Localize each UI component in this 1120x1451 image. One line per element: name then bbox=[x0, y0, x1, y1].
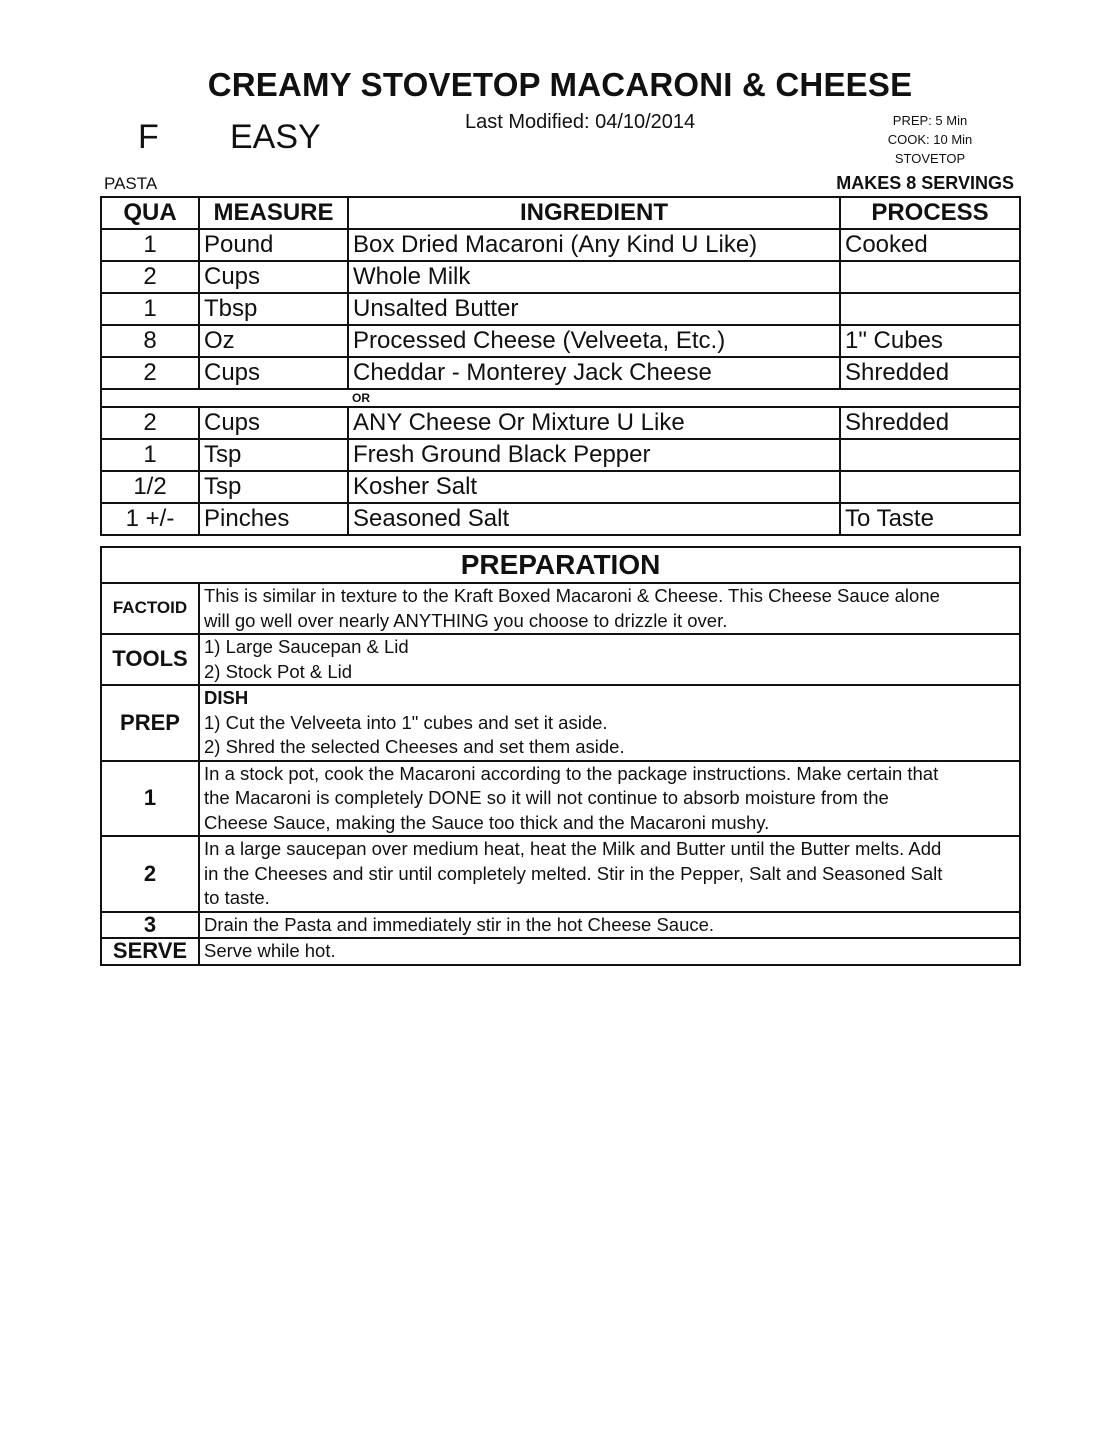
table-row bbox=[101, 503, 1020, 535]
ingredient-measure: Cups bbox=[199, 261, 348, 293]
prep-label: PREP bbox=[101, 685, 199, 761]
ingredient-qty: 2 bbox=[101, 261, 199, 293]
prep-line: 2) Shred the selected Cheeses and set them aside. bbox=[204, 736, 625, 757]
serve-row bbox=[101, 938, 1020, 965]
step-line: the Macaroni is completely DONE so it will not continue to absorb moisture from the bbox=[204, 787, 889, 808]
ingredient-process: 1" Cubes bbox=[840, 325, 1020, 357]
ingredient-process: Shredded bbox=[840, 357, 1020, 389]
ingredient-measure: Cups bbox=[199, 357, 348, 389]
step-line: to taste. bbox=[204, 887, 270, 908]
or-separator-row bbox=[101, 389, 1020, 407]
ingredients-table bbox=[100, 196, 1021, 536]
ingredient-qty: 1/2 bbox=[101, 471, 199, 503]
serve-text bbox=[199, 938, 1020, 965]
recipe-difficulty: EASY bbox=[230, 118, 321, 156]
table-row bbox=[101, 229, 1020, 261]
ingredient-qty: 1 bbox=[101, 293, 199, 325]
preparation-table bbox=[100, 546, 1021, 966]
ingredient-qty: 2 bbox=[101, 407, 199, 439]
ingredient-name: Processed Cheese (Velveeta, Etc.) bbox=[348, 325, 840, 357]
factoid-row bbox=[101, 583, 1020, 634]
ingredients-header-row bbox=[101, 197, 1020, 229]
step-number: 1 bbox=[101, 761, 199, 837]
ingredient-name: Kosher Salt bbox=[348, 471, 840, 503]
tools-label: TOOLS bbox=[101, 634, 199, 685]
step-row bbox=[101, 836, 1020, 912]
ingredient-measure: Pinches bbox=[199, 503, 348, 535]
table-row bbox=[101, 471, 1020, 503]
header-qty: QUA bbox=[101, 197, 199, 229]
tools-line: 2) Stock Pot & Lid bbox=[204, 660, 353, 682]
step-number: 2 bbox=[101, 836, 199, 912]
ingredient-name: Unsalted Butter bbox=[348, 293, 840, 325]
last-modified-date: Last Modified: 04/10/2014 bbox=[465, 111, 696, 133]
ingredient-qty: 8 bbox=[101, 325, 199, 357]
ingredient-measure: Oz bbox=[199, 325, 348, 357]
table-row bbox=[101, 439, 1020, 471]
ingredient-process: To Taste bbox=[840, 503, 1020, 535]
ingredient-process bbox=[840, 261, 1020, 293]
ingredient-name: Cheddar - Monterey Jack Cheese bbox=[348, 357, 840, 389]
ingredient-qty: 1 bbox=[101, 229, 199, 261]
time-info bbox=[870, 111, 990, 168]
step-line: in the Cheeses and stir until completely melted. Stir in the Pepper, Salt and Seasoned Salt bbox=[204, 862, 943, 884]
ingredient-qty: 1 +/- bbox=[101, 503, 199, 535]
serve-line: Serve while hot. bbox=[204, 940, 336, 961]
cook-method: STOVETOP bbox=[894, 151, 966, 166]
step-row bbox=[101, 761, 1020, 837]
recipe-title: CREAMY STOVETOP MACARONI & CHEESE bbox=[207, 66, 913, 103]
cook-time: COOK: 10 Min bbox=[887, 132, 973, 147]
tools-text bbox=[199, 634, 1020, 685]
factoid-line: will go well over nearly ANYTHING you choose to drizzle it over. bbox=[204, 609, 728, 631]
servings-count: MAKES 8 SERVINGS bbox=[836, 173, 1014, 193]
ingredient-process bbox=[840, 471, 1020, 503]
ingredient-qty: 2 bbox=[101, 357, 199, 389]
ingredient-process: Shredded bbox=[840, 407, 1020, 439]
step-text bbox=[199, 761, 1020, 837]
step-line: Drain the Pasta and immediately stir in the hot Cheese Sauce. bbox=[204, 913, 715, 935]
prep-time: PREP: 5 Min bbox=[892, 113, 968, 128]
ingredient-name: Fresh Ground Black Pepper bbox=[348, 439, 840, 471]
step-text bbox=[199, 836, 1020, 912]
factoid-label: FACTOID bbox=[101, 583, 199, 634]
prep-subheading: DISH bbox=[204, 687, 249, 708]
tools-row bbox=[101, 634, 1020, 685]
header-process: PROCESS bbox=[840, 197, 1020, 229]
table-row bbox=[101, 407, 1020, 439]
preparation-header-row bbox=[101, 547, 1020, 583]
table-row bbox=[101, 357, 1020, 389]
ingredient-measure: Cups bbox=[199, 407, 348, 439]
ingredient-process: Cooked bbox=[840, 229, 1020, 261]
header-ingredient: INGREDIENT bbox=[348, 197, 840, 229]
ingredient-measure: Tsp bbox=[199, 471, 348, 503]
table-row bbox=[101, 261, 1020, 293]
step-line: Cheese Sauce, making the Sauce too thick and the Macaroni mushy. bbox=[204, 811, 770, 833]
ingredient-name: Box Dried Macaroni (Any Kind U Like) bbox=[348, 229, 840, 261]
ingredient-name: ANY Cheese Or Mixture U Like bbox=[348, 407, 840, 439]
tools-line: 1) Large Saucepan & Lid bbox=[204, 636, 409, 657]
ingredient-measure: Pound bbox=[199, 229, 348, 261]
ingredient-measure: Tbsp bbox=[199, 293, 348, 325]
prep-row bbox=[101, 685, 1020, 761]
step-row bbox=[101, 912, 1020, 939]
ingredient-process bbox=[840, 439, 1020, 471]
ingredient-measure: Tsp bbox=[199, 439, 348, 471]
table-row bbox=[101, 325, 1020, 357]
step-text bbox=[199, 912, 1020, 939]
ingredient-process bbox=[840, 293, 1020, 325]
step-number: 3 bbox=[101, 912, 199, 939]
step-line: In a large saucepan over medium heat, heat the Milk and Butter until the Butter melts. Add bbox=[204, 838, 942, 859]
ingredient-name: Whole Milk bbox=[348, 261, 840, 293]
header-measure: MEASURE bbox=[199, 197, 348, 229]
factoid-line: This is similar in texture to the Kraft Boxed Macaroni & Cheese. This Cheese Sauce alone bbox=[204, 585, 940, 606]
recipe-category: PASTA bbox=[104, 174, 158, 193]
table-row bbox=[101, 293, 1020, 325]
ingredient-qty: 1 bbox=[101, 439, 199, 471]
step-line: In a stock pot, cook the Macaroni according to the package instructions. Make certain that bbox=[204, 762, 939, 784]
prep-line: 1) Cut the Velveeta into 1" cubes and set it aside. bbox=[204, 711, 608, 733]
recipe-grade: F bbox=[138, 118, 159, 156]
ingredient-name: Seasoned Salt bbox=[348, 503, 840, 535]
or-spacer bbox=[101, 389, 348, 407]
or-label: OR bbox=[348, 389, 1020, 407]
serve-label: SERVE bbox=[101, 938, 199, 965]
prep-text bbox=[199, 685, 1020, 761]
preparation-heading: PREPARATION bbox=[101, 547, 1020, 583]
factoid-text bbox=[199, 583, 1020, 634]
